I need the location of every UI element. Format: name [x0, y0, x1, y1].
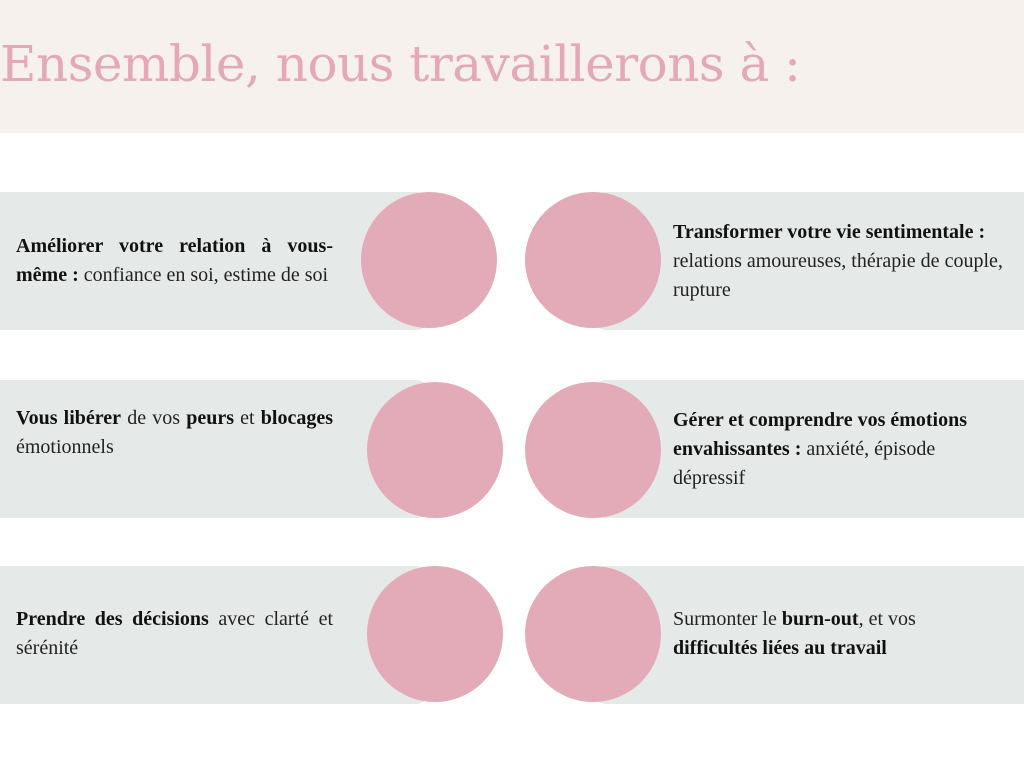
card-text-bold: Vous libérer	[16, 407, 122, 429]
card-text: , et vos	[858, 608, 916, 630]
card-text-bold: Transformer votre vie sentimentale :	[673, 220, 986, 243]
decorative-circle	[367, 566, 503, 702]
card-text: Surmonter le	[673, 608, 782, 630]
card-text-bold: blocages	[260, 407, 333, 429]
card-love-life	[673, 192, 1003, 330]
card-decisions	[16, 566, 333, 702]
card-text-bold: burn-out	[781, 608, 859, 630]
card-fears-blocks	[16, 380, 333, 486]
card-text: confiance en soi, estime de soi	[78, 264, 329, 286]
decorative-circle	[525, 192, 661, 328]
card-emotions	[673, 380, 1003, 518]
card-text-bold: Gérer et comprendre vos émotions envahissantes :	[673, 408, 968, 460]
page-title: Ensemble, nous travaillerons à :	[0, 35, 801, 93]
card-text: relations amoureuses, thérapie de couple, rupture	[673, 249, 1003, 301]
card-text: avec clarté et sérénité	[16, 608, 333, 659]
card-text-bold: difficultés liées au travail	[673, 637, 887, 659]
card-burnout	[673, 566, 1003, 702]
card-text: anxiété, épisode dépressif	[673, 437, 936, 489]
card-text: de vos	[121, 407, 187, 429]
decorative-circle	[525, 382, 661, 518]
card-text: et	[234, 407, 261, 429]
decorative-circle	[361, 192, 497, 328]
decorative-circle	[525, 566, 661, 702]
card-text: émotionnels	[16, 436, 114, 458]
card-text-bold: Prendre des décisions	[16, 608, 209, 630]
card-text-bold: peurs	[186, 407, 235, 429]
card-text-bold: Améliorer votre relation à vous-même :	[16, 235, 333, 286]
decorative-circle	[367, 382, 503, 518]
card-self-relation	[16, 192, 333, 330]
